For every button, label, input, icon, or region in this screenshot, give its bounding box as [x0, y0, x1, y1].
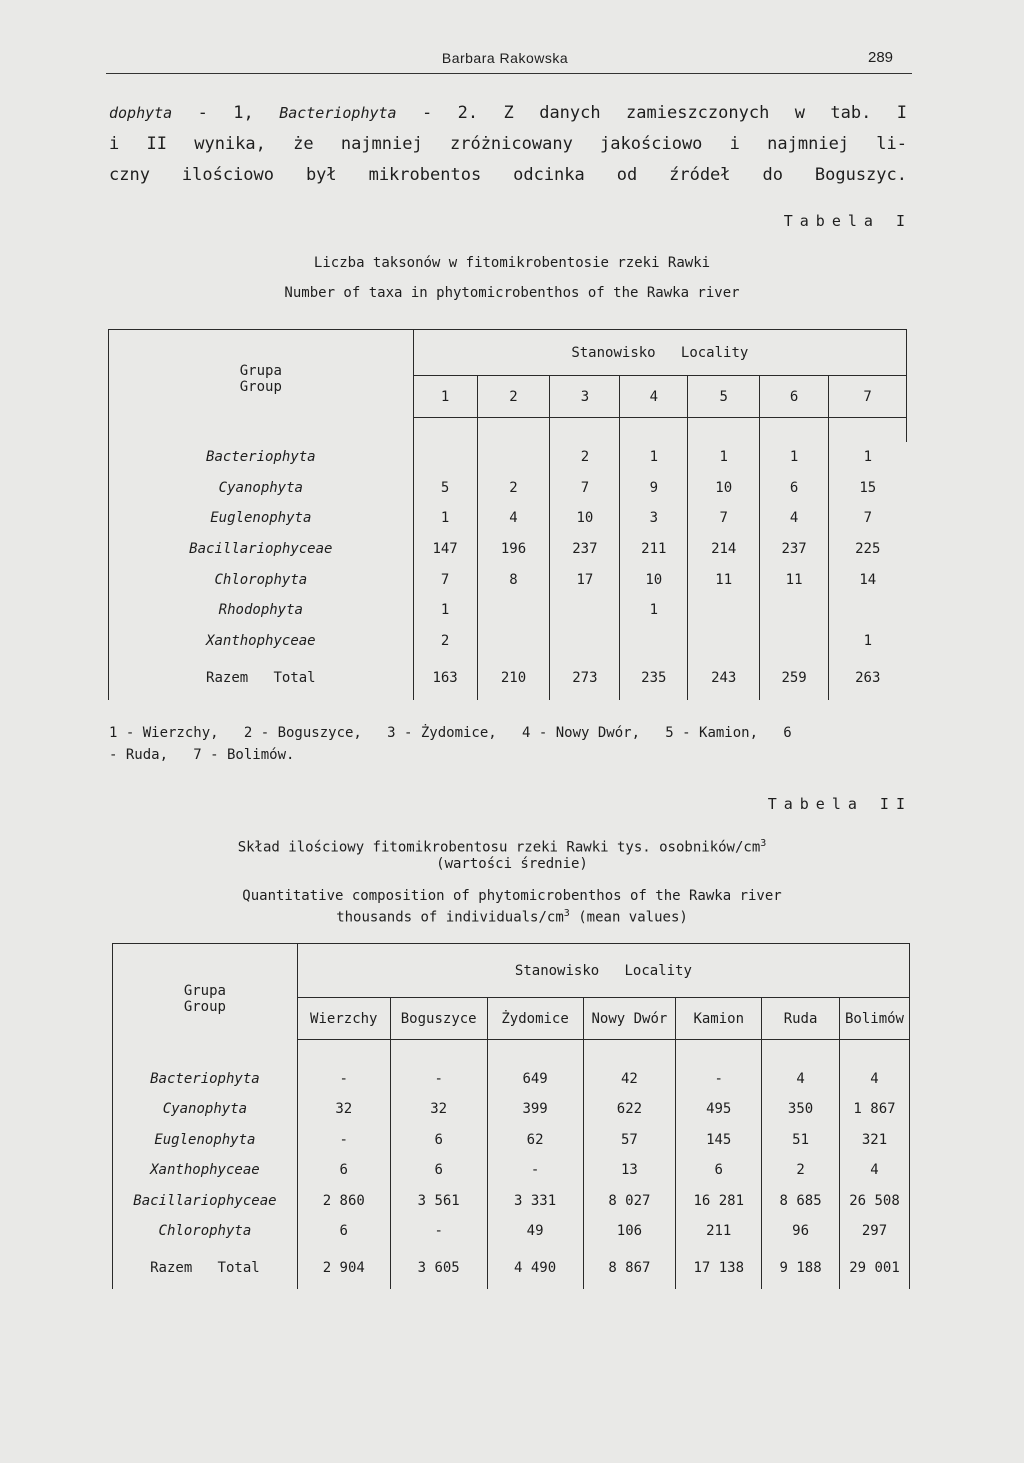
cell-value: 10: [688, 472, 760, 503]
table2-caption-pl-2: (wartości średnie): [436, 856, 588, 872]
cell-value: 3 331: [487, 1186, 583, 1217]
cell-value: 6: [760, 472, 829, 503]
table-row: [109, 564, 907, 595]
table-row: [113, 1216, 910, 1247]
row-group-name: Rhodophyta: [109, 595, 414, 626]
cell-value: -: [297, 1064, 390, 1095]
row-group-name: Chlorophyta: [109, 564, 414, 595]
table-row: [109, 472, 907, 503]
table2-locality-header: Stanowisko Locality: [297, 944, 909, 998]
table-row: [113, 1155, 910, 1186]
cell-value: 51: [762, 1125, 840, 1156]
cell-value: 106: [583, 1216, 676, 1247]
table-row: [109, 626, 907, 657]
cell-value: 96: [762, 1216, 840, 1247]
table2: [112, 943, 910, 1289]
cell-value: 5: [413, 472, 477, 503]
table2-column-headers: Wierzchy Boguszyce Żydomice Nowy Dwór Kamion Ruda Bolimów: [113, 998, 910, 1040]
cell-value: 9: [620, 472, 688, 503]
cell-value: [477, 626, 550, 657]
cell-value: 2: [413, 626, 477, 657]
cell-value: 7: [413, 564, 477, 595]
cell-value: 15: [859, 479, 877, 496]
cell-value: [760, 626, 829, 657]
cell-value: -: [676, 1064, 762, 1095]
cell-value: 321: [839, 1125, 909, 1156]
body-paragraph: [109, 98, 907, 191]
cell-value: [760, 595, 829, 626]
cell-value: 11: [760, 564, 829, 595]
row-group-name: Euglenophyta: [109, 503, 414, 534]
cell-value: 211: [620, 534, 688, 565]
cell-value: 1: [620, 442, 688, 473]
table1-group-header: Grupa Group: [109, 330, 414, 418]
cell-value: 225: [855, 540, 881, 557]
table1-body: [109, 442, 907, 657]
cell-value: 42: [583, 1064, 676, 1095]
row-group-name: Bacillariophyceae: [113, 1186, 298, 1217]
cell-value: 1: [688, 442, 760, 473]
table1-column-headers: 1 2 3 4 5 6 7: [109, 376, 907, 418]
row-group-name: Xanthophyceae: [113, 1155, 298, 1186]
table2-caption-en: Quantitative composition of phytomicrobenthos of the Rawka river: [242, 888, 782, 904]
cell-value: 1: [620, 595, 688, 626]
cell-value: [477, 595, 550, 626]
row-group-name: Cyanophyta: [109, 472, 414, 503]
table2-body: [113, 1064, 910, 1247]
cell-value: [477, 442, 550, 473]
table-row: [113, 1094, 910, 1125]
cell-value: 13: [583, 1155, 676, 1186]
cell-value: -: [487, 1155, 583, 1186]
table1-caption-pl: Liczba taksonów w fitomikrobentosie rzeki Rawki: [313, 255, 711, 271]
table2-total-row: Razem Total 2 904 3 605 4 490 8 867 17 138 9 188 29 001: [113, 1247, 910, 1289]
cell-value: 237: [550, 534, 620, 565]
table1: [108, 329, 907, 700]
cell-value: 214: [688, 534, 760, 565]
row-group-name: Bacillariophyceae: [109, 534, 414, 565]
table2-caption-en-2: thousands of individuals/$cm^3$ (mean values): [336, 908, 688, 926]
cell-value: 16 281: [676, 1186, 762, 1217]
cell-value: 7: [688, 503, 760, 534]
cell-value: 350: [762, 1094, 840, 1125]
cell-value: 1: [413, 595, 477, 626]
cell-value: 32: [297, 1094, 390, 1125]
cell-value: 7: [550, 472, 620, 503]
cell-value: -: [297, 1125, 390, 1156]
cell-value: 26 508: [839, 1186, 909, 1217]
cell-value: 32: [390, 1094, 487, 1125]
table2-label: Tabela II: [767, 795, 912, 813]
cell-value: 8 685: [762, 1186, 840, 1217]
cell-value: 6: [297, 1216, 390, 1247]
table2-group-header: Grupa Group: [113, 944, 298, 1040]
table1-caption-en: Number of taxa in phytomicrobenthos of the Rawka river: [284, 285, 740, 301]
cell-value: 8 027: [583, 1186, 676, 1217]
cell-value: 2: [477, 472, 550, 503]
cell-value: 237: [760, 534, 829, 565]
cell-value: 4: [839, 1064, 909, 1095]
cell-value: 4: [762, 1064, 840, 1095]
cell-value: 399: [487, 1094, 583, 1125]
cell-value: [620, 626, 688, 657]
cell-value: 6: [676, 1155, 762, 1186]
cell-value: 1: [863, 448, 872, 465]
running-header-author: Barbara Rakowska: [441, 50, 569, 66]
cell-value: [550, 626, 620, 657]
cell-value: 11: [688, 564, 760, 595]
cell-value: 3 561: [390, 1186, 487, 1217]
page-number: 289: [868, 49, 894, 66]
cell-value: 147: [413, 534, 477, 565]
cell-value: 62: [487, 1125, 583, 1156]
cell-value: 297: [839, 1216, 909, 1247]
cell-value: 495: [676, 1094, 762, 1125]
cell-value: 57: [583, 1125, 676, 1156]
cell-value: [829, 595, 907, 626]
cell-value: 649: [487, 1064, 583, 1095]
cell-value: 2: [550, 442, 620, 473]
cell-value: 1: [863, 632, 872, 649]
cell-value: 145: [676, 1125, 762, 1156]
cell-value: 3: [620, 503, 688, 534]
cell-value: 1: [760, 442, 829, 473]
taxon-name: Bacteriophyta: [279, 104, 397, 122]
table1-legend: 1 - Wierzchy, 2 - Boguszyce, 3 - Żydomice, 4 - Nowy Dwór, 5 - Kamion, 6 - Ruda, 7 - Bolimów.: [109, 725, 792, 763]
paragraph-line-1: dophyta - 1, Bacteriophyta - 2. Z danych zamieszczonych w tab. I: [109, 103, 907, 123]
cell-value: 17: [550, 564, 620, 595]
cell-value: 7: [863, 510, 872, 527]
cell-value: 4: [760, 503, 829, 534]
cell-value: [550, 595, 620, 626]
paragraph-line-2: i II wynika, że najmniej zróżnicowany jakościowo i najmniej li-: [109, 134, 907, 154]
cell-value: 1: [413, 503, 477, 534]
table1-total-row: Razem Total 163 210 273 235 243 259 263: [109, 656, 907, 700]
table1-locality-header: Stanowisko Locality: [413, 330, 906, 376]
row-group-name: Euglenophyta: [113, 1125, 298, 1156]
row-group-name: Chlorophyta: [113, 1216, 298, 1247]
cell-value: 6: [390, 1155, 487, 1186]
header-rule: [106, 73, 912, 74]
cell-value: -: [390, 1064, 487, 1095]
table1-label: Tabela I: [783, 212, 912, 230]
paragraph-line-3: czny ilościowo był mikrobentos odcinka od źródeł do Boguszyc.: [109, 165, 907, 185]
cell-value: 6: [297, 1155, 390, 1186]
cell-value: -: [390, 1216, 487, 1247]
cell-value: 49: [487, 1216, 583, 1247]
cell-value: 8: [477, 564, 550, 595]
table-row: [113, 1125, 910, 1156]
cell-value: [413, 442, 477, 473]
table-row: [113, 1064, 910, 1095]
table-row: [109, 503, 907, 534]
table-row: [109, 595, 907, 626]
row-group-name: Bacteriophyta: [109, 442, 414, 473]
cell-value: [688, 626, 760, 657]
cell-value: 4: [839, 1155, 909, 1186]
table-row: [113, 1186, 910, 1217]
row-group-name: Cyanophyta: [113, 1094, 298, 1125]
cell-value: 10: [550, 503, 620, 534]
cell-value: 211: [676, 1216, 762, 1247]
row-group-name: Xanthophyceae: [109, 626, 414, 657]
table-row: [109, 442, 907, 473]
table2-caption-pl: Skład ilościowy fitomikrobentosu rzeki Rawki tys. osobników/$cm^3$: [237, 838, 767, 856]
cell-value: 1 867: [839, 1094, 909, 1125]
cell-value: 622: [583, 1094, 676, 1125]
cell-value: 4: [477, 503, 550, 534]
cell-value: 196: [477, 534, 550, 565]
taxon-name: dophyta: [109, 104, 173, 122]
cell-value: [688, 595, 760, 626]
cell-value: 10: [620, 564, 688, 595]
cell-value: 2 860: [297, 1186, 390, 1217]
table-row: [109, 534, 907, 565]
cell-value: 2: [762, 1155, 840, 1186]
row-group-name: Bacteriophyta: [113, 1064, 298, 1095]
cell-value: 14: [859, 571, 877, 588]
cell-value: 6: [390, 1125, 487, 1156]
